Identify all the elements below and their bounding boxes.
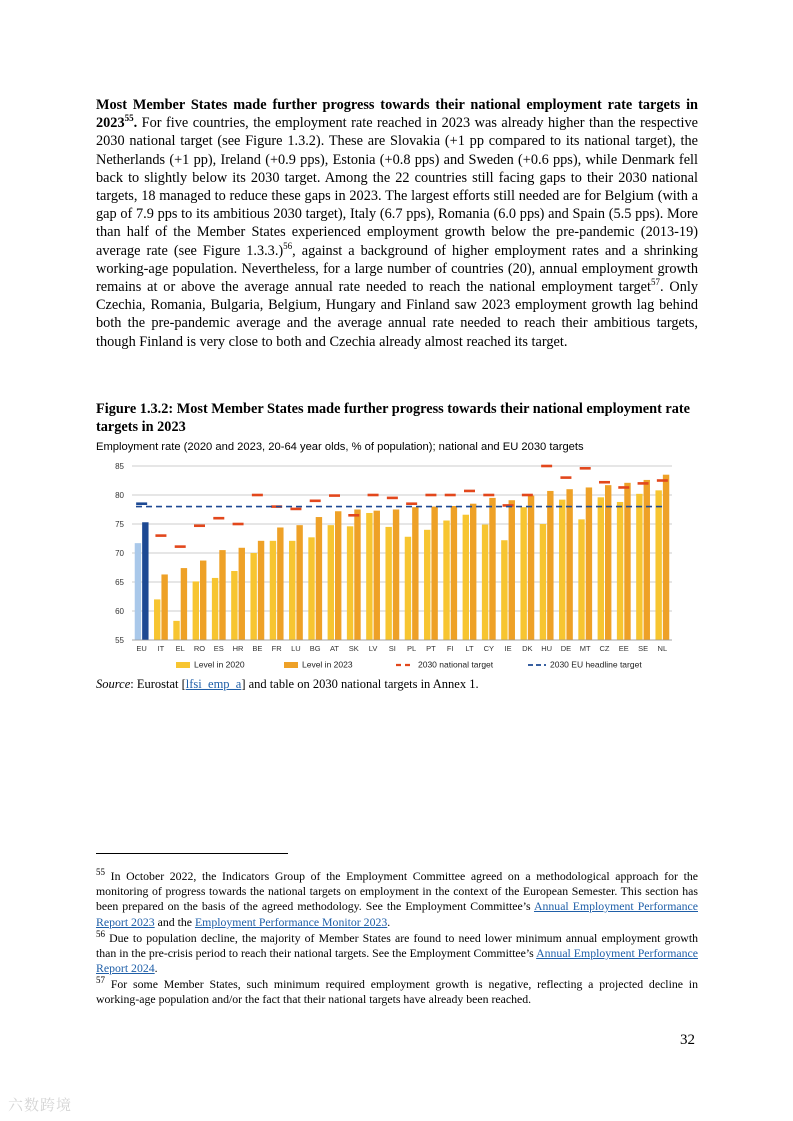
y-tick-label: 65 bbox=[115, 578, 124, 587]
legend-swatch-2023 bbox=[284, 662, 298, 668]
bar-2020 bbox=[173, 621, 179, 640]
x-tick-label: FI bbox=[446, 644, 454, 653]
x-tick-label: LU bbox=[291, 644, 301, 653]
legend-label: 2030 EU headline target bbox=[550, 659, 642, 670]
bar-2023 bbox=[239, 548, 245, 640]
footnote-55 bbox=[96, 869, 698, 930]
intro-paragraph bbox=[96, 96, 698, 351]
footnote-number: 56 bbox=[96, 929, 105, 940]
x-tick-label: EL bbox=[175, 644, 185, 653]
source-post: ] and table on 2030 national targets in Annex 1. bbox=[241, 677, 479, 691]
legend-swatch-2020 bbox=[176, 662, 190, 668]
page-number: 32 bbox=[680, 1032, 695, 1048]
footnote-ref-57[interactable]: 57 bbox=[650, 277, 660, 288]
bar-2020 bbox=[463, 515, 469, 640]
x-tick-label: LV bbox=[368, 644, 378, 653]
footnote-ref-55[interactable]: 55 bbox=[124, 113, 134, 124]
bar-2023 bbox=[354, 510, 360, 641]
bar-2023 bbox=[431, 507, 437, 640]
footnote-divider bbox=[96, 853, 288, 854]
footnote-link[interactable]: Annual Employment Performance Report 2024 bbox=[96, 946, 698, 976]
bar-2020 bbox=[598, 497, 604, 640]
intro-lead-text: Most Member States made further progress towards their national employment rate targets in 2023 bbox=[96, 97, 698, 132]
bar-2023 bbox=[509, 500, 515, 640]
y-tick-label: 85 bbox=[115, 462, 124, 471]
bar-2020 bbox=[308, 537, 314, 640]
footnote-link[interactable]: Employment Performance Monitor 2023 bbox=[194, 914, 388, 929]
y-tick-label: 75 bbox=[115, 520, 124, 529]
bar-2020 bbox=[482, 525, 488, 640]
bar-2020 bbox=[655, 490, 661, 640]
bar-2023 bbox=[412, 507, 418, 640]
bar-2023 bbox=[528, 496, 534, 640]
x-tick-label: NL bbox=[657, 644, 668, 653]
bar-2023 bbox=[296, 525, 302, 640]
x-tick-label: PT bbox=[426, 644, 436, 653]
legend-label: Level in 2020 bbox=[194, 659, 245, 670]
source-pre: : Eurostat [ bbox=[130, 677, 186, 691]
x-tick-label: FR bbox=[271, 644, 282, 653]
bar-2020 bbox=[424, 530, 430, 640]
footnote-text: . bbox=[154, 961, 158, 976]
watermark-logo: 六数跨境 bbox=[8, 1096, 73, 1114]
figure-subtitle: Employment rate (2020 and 2023, 20-64 year olds, % of population); national and EU 2030 targets bbox=[96, 441, 584, 453]
x-tick-label: BG bbox=[309, 644, 321, 653]
bar-2023 bbox=[161, 574, 167, 640]
bar-2020 bbox=[366, 513, 372, 640]
x-tick-label: CY bbox=[483, 644, 494, 653]
y-tick-label: 80 bbox=[115, 491, 124, 500]
intro-body-2: , against a background of higher employment rates and a shrinking working-age population. Nevertheless, for a large number of countries (20), annual employment growth remains at or above the average annual rate needed to reach the national employment target bbox=[96, 242, 698, 296]
footnote-text: In October 2022, the Indicators Group of the Employment Committee agreed on a methodological approach for the monitoring of progress towards the national targets on employment in the context of the European Semester. This section has been prepared on the basis of the agreed methodology. See the Employment Committee’s bbox=[96, 869, 698, 914]
footnote-number: 55 bbox=[96, 867, 105, 878]
bar-2020 bbox=[231, 571, 237, 640]
x-tick-label: ES bbox=[213, 644, 224, 653]
bar-2020 bbox=[520, 507, 526, 640]
footnote-number: 57 bbox=[96, 975, 105, 986]
bar-2020 bbox=[405, 537, 411, 640]
footnote-56 bbox=[96, 931, 698, 977]
employment-rate-chart bbox=[96, 458, 686, 676]
bar-2020 bbox=[250, 553, 256, 640]
bar-2023 bbox=[644, 480, 650, 640]
x-tick-label: IT bbox=[157, 644, 165, 653]
footnote-link[interactable]: Annual Employment Performance Report 2023 bbox=[96, 899, 698, 929]
bar-2023 bbox=[393, 510, 399, 641]
bar-2023 bbox=[200, 561, 206, 640]
x-tick-label: HU bbox=[541, 644, 553, 653]
bar-2023 bbox=[566, 489, 572, 640]
x-tick-label: EU bbox=[136, 644, 147, 653]
footnote-ref-56[interactable]: 56 bbox=[283, 240, 293, 251]
bar-2023 bbox=[547, 491, 553, 640]
y-tick-label: 60 bbox=[115, 607, 124, 616]
bar-2023 bbox=[258, 541, 264, 640]
bar-2023 bbox=[181, 568, 187, 640]
bar-2023 bbox=[489, 498, 495, 640]
legend-label: Level in 2023 bbox=[302, 659, 353, 670]
x-tick-label: BE bbox=[252, 644, 263, 653]
x-tick-label: AT bbox=[329, 644, 340, 653]
bar-2020 bbox=[154, 599, 160, 640]
bar-2023 bbox=[142, 522, 148, 640]
x-tick-label: SE bbox=[638, 644, 649, 653]
x-tick-label: EE bbox=[618, 644, 629, 653]
bar-2023 bbox=[663, 475, 669, 640]
bar-2020 bbox=[289, 541, 295, 640]
footnote-text: and the bbox=[154, 914, 195, 929]
bar-2023 bbox=[470, 504, 476, 640]
bar-2020 bbox=[328, 525, 334, 640]
x-tick-label: DE bbox=[560, 644, 572, 653]
bar-2023 bbox=[374, 511, 380, 640]
bar-2023 bbox=[219, 550, 225, 640]
x-tick-label: HR bbox=[232, 644, 244, 653]
bar-2023 bbox=[605, 485, 611, 640]
x-tick-label: SK bbox=[348, 644, 359, 653]
bar-2020 bbox=[578, 519, 584, 640]
legend-label: 2030 national target bbox=[418, 659, 494, 670]
intro-lead-tail: . bbox=[133, 115, 138, 132]
x-tick-label: MT bbox=[579, 644, 591, 653]
bar-2020 bbox=[270, 541, 276, 640]
x-tick-label: LT bbox=[465, 644, 474, 653]
bar-2020 bbox=[540, 524, 546, 640]
x-tick-label: DK bbox=[522, 644, 533, 653]
x-tick-label: SI bbox=[388, 644, 396, 653]
x-tick-label: CZ bbox=[599, 644, 610, 653]
intro-body-3: . Only Czechia, Romania, Bulgaria, Belgium, Hungary and Finland saw 2023 employment growth lag behind both the pre-pandemic average and the average annual rate needed to reach their ambitious targets, though Finland is very close to both and Czechia already almost reached its target. bbox=[96, 279, 698, 350]
y-tick-label: 70 bbox=[115, 549, 124, 558]
figure-source bbox=[96, 677, 479, 692]
bar-2020 bbox=[347, 526, 353, 640]
x-tick-label: RO bbox=[193, 644, 206, 653]
bar-2020 bbox=[501, 540, 507, 640]
bar-2023 bbox=[316, 517, 322, 640]
bar-2020 bbox=[193, 581, 199, 640]
bar-2020 bbox=[617, 502, 623, 640]
bar-2023 bbox=[451, 506, 457, 640]
bar-2023 bbox=[277, 527, 283, 640]
source-label: Source bbox=[96, 677, 131, 691]
figure-title: Figure 1.3.2: Most Member States made further progress towards their national employment rate targets in 2023 bbox=[96, 401, 691, 435]
y-tick-label: 55 bbox=[115, 636, 124, 645]
bar-2020 bbox=[636, 494, 642, 640]
footnote-text: For some Member States, such minimum required employment growth is negative, reflecting a projected decline in working-age population and/or the fact that their national targets have already been reached. bbox=[96, 977, 698, 1007]
footnote-text: . bbox=[387, 914, 391, 929]
bar-2020 bbox=[559, 500, 565, 640]
footnote-57 bbox=[96, 977, 698, 1007]
bar-2020 bbox=[443, 521, 449, 640]
intro-body-1: For five countries, the employment rate reached in 2023 was already higher than the respective 2030 national target (see Figure 1.3.2). These are Slovakia (+1 pp compared to its national target), the Netherlands (+1 pp), Ireland (+0.9 pps), Estonia (+0.8 pps) and Sweden (+0.6 pps), while Denmark fell back to slightly below its 2030 target. Among the 22 countries still facing gaps to their 2030 national targets, 18 managed to reduce these gaps in 2023. The largest efforts still needed are for Belgium (with a gap of 7.9 pps to its ambitious 2030 target), Italy (6.7 pps), Romania (6.0 pps) and Spain (5.5 pps). More than half of the Member States experienced employment growth below the pre-pandemic (2013-19) average rate (see Figure 1.3.3.) bbox=[96, 115, 698, 259]
bar-2023 bbox=[335, 511, 341, 640]
bar-2020 bbox=[385, 527, 391, 640]
bar-2020 bbox=[212, 578, 218, 640]
source-link[interactable]: lfsi_emp_a bbox=[185, 677, 242, 691]
x-tick-label: IE bbox=[504, 644, 512, 653]
footnote-text: Due to population decline, the majority of Member States are found to need lower minimum annual employment growth than in the pre-crisis period to reach their national targets. See the Employment Committee’s bbox=[96, 931, 698, 961]
bar-2023 bbox=[586, 487, 592, 640]
x-tick-label: PL bbox=[407, 644, 417, 653]
bar-2020 bbox=[135, 543, 141, 640]
